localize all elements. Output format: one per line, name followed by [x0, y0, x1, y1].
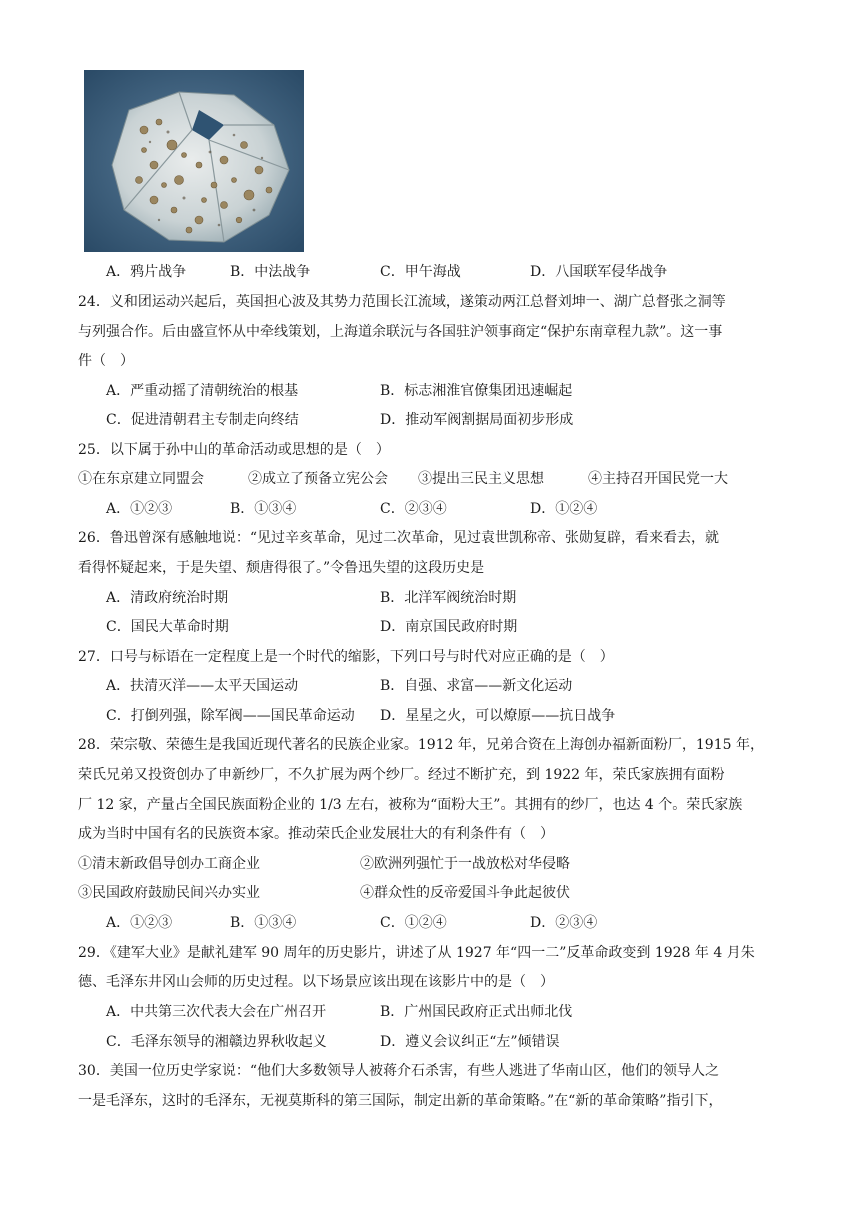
- q29-option-b[interactable]: B．广州国民政府正式出师北伐: [380, 1004, 573, 1020]
- q25-item-3: ③提出三民主义思想: [418, 471, 544, 487]
- q24-option-d[interactable]: D．推动军阀割据局面初步形成: [380, 412, 574, 428]
- q24-option-a[interactable]: A．严重动摇了清朝统治的根基: [106, 383, 299, 399]
- q23-option-a[interactable]: A．鸦片战争: [106, 264, 187, 280]
- q28-stem-line-1: 28．荣宗敬、荣德生是我国近现代著名的民族企业家。1912 年，兄弟合资在上海创办福新面粉厂，1915 年，: [78, 737, 764, 753]
- q26-stem-line-1: 26．鲁迅曾深有感触地说：“见过辛亥革命，见过二次革命，见过袁世凯称帝、张勋复辟，看来看去，就: [78, 530, 719, 546]
- q28-item-2: ②欧洲列强忙于一战放松对华侵略: [360, 856, 570, 872]
- q28-stem-line-4: 成为当时中国有名的民族资本家。推动荣氏企业发展壮大的有利条件有（ ）: [78, 826, 554, 842]
- q29-option-d[interactable]: D．遵义会议纠正“左”倾错误: [380, 1034, 560, 1050]
- q26-stem-line-2: 看得怀疑起来，于是失望、颓唐得很了。”令鲁迅失望的这段历史是: [78, 560, 485, 576]
- q28-option-b[interactable]: B．①③④: [230, 915, 297, 931]
- q28-option-a[interactable]: A．①②③: [106, 915, 173, 931]
- q25-item-2: ②成立了预备立宪公会: [248, 471, 388, 487]
- q26-option-b[interactable]: B．北洋军阀统治时期: [380, 590, 517, 606]
- q29-stem-line-1: 29．《建军大业》是献礼建军 90 周年的历史影片，讲述了从 1927 年“四一二”反革命政变到 1928 年 4 月朱: [78, 945, 755, 961]
- q29-stem-line-2: 德、毛泽东井冈山会师的历史过程。以下场景应该出现在该影片中的是（ ）: [78, 974, 554, 990]
- q25-option-c[interactable]: C．②③④: [380, 501, 447, 517]
- q28-option-c[interactable]: C．①②④: [380, 915, 447, 931]
- q30-stem-line-2: 一是毛泽东，这时的毛泽东，无视莫斯科的第三国际，制定出新的革命策略。”在“新的革命策略”指引下，: [78, 1093, 723, 1109]
- q27-option-d[interactable]: D．星星之火，可以燎原——抗日战争: [380, 708, 616, 724]
- q23-option-d[interactable]: D．八国联军侵华战争: [530, 264, 668, 280]
- q24-option-b[interactable]: B．标志湘淮官僚集团迅速崛起: [380, 383, 573, 399]
- q25-item-1: ①在东京建立同盟会: [78, 471, 204, 487]
- q23-option-c[interactable]: C．甲午海战: [380, 264, 461, 280]
- q26-option-d[interactable]: D．南京国民政府时期: [380, 619, 518, 635]
- q28-stem-line-2: 荣氏兄弟又投资创办了申新纱厂，不久扩展为两个纱厂。经过不断扩充，到 1922 年，荣氏家族拥有面粉: [78, 767, 725, 783]
- q23-option-b[interactable]: B．中法战争: [230, 264, 311, 280]
- q28-option-d[interactable]: D．②③④: [530, 915, 598, 931]
- q24-stem-line-3: 件（ ）: [78, 353, 134, 369]
- q27-option-c[interactable]: C．打倒列强，除军阀——国民革命运动: [106, 708, 355, 724]
- q25-option-b[interactable]: B．①③④: [230, 501, 297, 517]
- q25-option-a[interactable]: A．①②③: [106, 501, 173, 517]
- q27-option-a[interactable]: A．扶清灭洋——太平天国运动: [106, 678, 299, 694]
- q24-stem-line-2: 与列强合作。后由盛宣怀从中牵线策划，上海道余联沅与各国驻沪领事商定“保护东南章程九款”。这一事: [78, 324, 723, 340]
- q24-option-c[interactable]: C．促进清朝君主专制走向终结: [106, 412, 299, 428]
- q29-option-c[interactable]: C．毛泽东领导的湘赣边界秋收起义: [106, 1034, 327, 1050]
- q28-item-3: ③民国政府鼓励民间兴办实业: [78, 885, 260, 901]
- q28-item-1: ①清末新政倡导创办工商企业: [78, 856, 260, 872]
- q30-stem-line-1: 30．美国一位历史学家说：“他们大多数领导人被蒋介石杀害，有些人逃进了华南山区，他们的领导人之: [78, 1063, 719, 1079]
- q26-option-c[interactable]: C．国民大革命时期: [106, 619, 229, 635]
- q25-option-d[interactable]: D．①②④: [530, 501, 598, 517]
- q28-stem-line-3: 厂 12 家，产量占全国民族面粉企业的 1/3 左右，被称为“面粉大王”。其拥有的纱厂，也达 4 个。荣氏家族: [78, 797, 743, 813]
- porcelain-artifact-photo: [84, 70, 304, 252]
- q27-option-b[interactable]: B．自强、求富——新文化运动: [380, 678, 573, 694]
- q27-stem: 27．口号与标语在一定程度上是一个时代的缩影，下列口号与时代对应正确的是（ ）: [78, 649, 614, 665]
- q29-option-a[interactable]: A．中共第三次代表大会在广州召开: [106, 1004, 327, 1020]
- q28-item-4: ④群众性的反帝爱国斗争此起彼伏: [360, 885, 570, 901]
- q25-item-4: ④主持召开国民党一大: [588, 471, 728, 487]
- q25-stem: 25．以下属于孙中山的革命活动或思想的是（ ）: [78, 442, 390, 458]
- q24-stem-line-1: 24．义和团运动兴起后，英国担心波及其势力范围长江流域，遂策动两江总督刘坤一、湖广总督张之洞等: [78, 294, 726, 310]
- q26-option-a[interactable]: A．清政府统治时期: [106, 590, 229, 606]
